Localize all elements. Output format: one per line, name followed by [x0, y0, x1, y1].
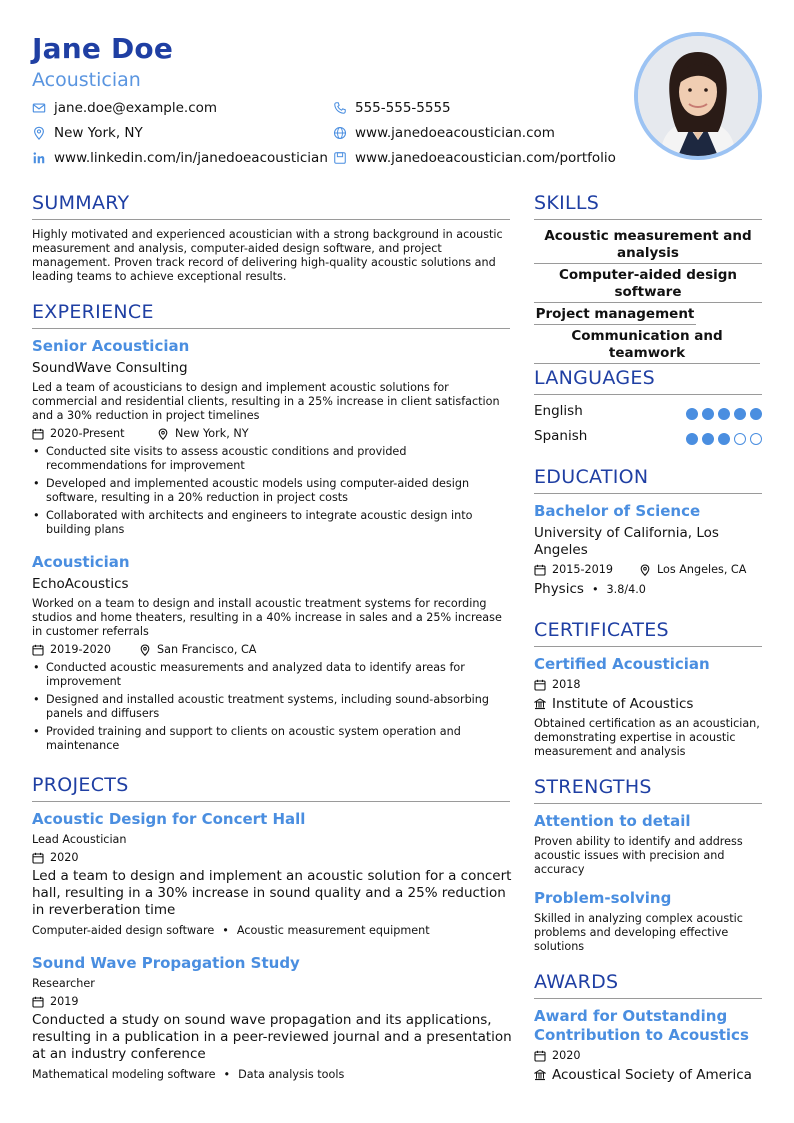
job-bullet: • Conducted site visits to assess acoustic conditions and provided recommendations for improvement: [32, 445, 510, 473]
institution-icon: [534, 1069, 546, 1081]
certificates-divider: [534, 646, 762, 647]
calendar-icon: [32, 644, 44, 656]
contact-location: [32, 125, 143, 141]
project-year-text: 2019: [50, 995, 79, 1008]
website-text: www.janedoeacoustician.com: [355, 125, 555, 141]
education-field-gpa: [534, 581, 646, 597]
education-location-text: Los Angeles, CA: [657, 563, 747, 576]
avatar: [638, 36, 758, 156]
certificate-year-text: 2018: [552, 678, 581, 691]
language-level: [686, 408, 762, 420]
portfolio-text: www.janedoeacoustician.com/portfolio: [355, 150, 616, 166]
profile-photo: [634, 32, 762, 160]
projects-heading: PROJECTS: [32, 774, 129, 796]
level-dot: [686, 408, 698, 420]
job-company: EchoAcoustics: [32, 576, 129, 592]
skills-heading: SKILLS: [534, 192, 600, 214]
project-title: Sound Wave Propagation Study: [32, 954, 300, 972]
link-icon: [333, 151, 347, 165]
job-title: Acoustician: [32, 553, 130, 571]
strengths-heading: STRENGTHS: [534, 776, 652, 798]
project-year-text: 2020: [50, 851, 79, 864]
strengths-divider: [534, 803, 762, 804]
contact-linkedin[interactable]: [32, 150, 328, 166]
phone-icon: [333, 101, 347, 115]
experience-divider: [32, 328, 510, 329]
certificates-heading: CERTIFICATES: [534, 619, 669, 641]
calendar-icon: [534, 679, 546, 691]
job-dates: [32, 643, 111, 656]
level-dot: [702, 433, 714, 445]
level-dot: [718, 433, 730, 445]
level-dot: [750, 408, 762, 420]
project-description: Led a team to design and implement an acoustic solution for a concert hall, resulting in a 30% increase in sound quality and a 25% reduction in reverberation time: [32, 868, 512, 918]
award-year-text: 2020: [552, 1049, 581, 1062]
job-bullet: • Conducted acoustic measurements and analyzed data to identify areas for improvement: [32, 661, 510, 689]
job-bullet: • Provided training and support to clients on acoustic system operation and maintenance: [32, 725, 510, 753]
contact-website[interactable]: [333, 125, 555, 141]
mail-icon: [32, 101, 46, 115]
certificate-issuer: [534, 696, 693, 712]
contact-portfolio[interactable]: [333, 150, 616, 166]
award-year: [534, 1049, 580, 1062]
project-tag: Acoustic measurement equipment: [236, 924, 430, 937]
award-issuer: [534, 1067, 752, 1083]
job-bullet: • Developed and implemented acoustic models using computer-aided design software, resulting in a 20% reduction in project costs: [32, 477, 510, 505]
location-icon: [157, 428, 169, 440]
project-year: [32, 851, 78, 864]
strength-description: Proven ability to identify and address acoustic issues with precision and accuracy: [534, 835, 743, 876]
calendar-icon: [534, 564, 546, 576]
field-of-study: Physics: [534, 581, 584, 597]
certificate-description: Obtained certification as an acoustician, demonstrating expertise in acoustic measurement and analysis: [534, 717, 760, 758]
job-title: Senior Acoustician: [32, 337, 190, 355]
skill-item: Computer-aided design software: [534, 267, 762, 303]
summary-heading: SUMMARY: [32, 192, 130, 214]
certificate-issuer-text: Institute of Acoustics: [552, 696, 694, 712]
job-location: [157, 427, 249, 440]
calendar-icon: [32, 428, 44, 440]
level-dot: [702, 408, 714, 420]
awards-divider: [534, 998, 762, 999]
project-tag: Computer-aided design software: [32, 924, 215, 937]
project-tag: Mathematical modeling software: [32, 1068, 216, 1081]
language-name: English: [534, 403, 583, 419]
job-location: [139, 643, 256, 656]
awards-heading: AWARDS: [534, 971, 619, 993]
education-divider: [534, 493, 762, 494]
linkedin-icon: [32, 151, 46, 165]
certificate-year: [534, 678, 580, 691]
language-name: Spanish: [534, 428, 588, 444]
calendar-icon: [32, 852, 44, 864]
level-dot: [686, 433, 698, 445]
education-dates: [534, 563, 613, 576]
contact-email[interactable]: [32, 100, 217, 116]
summary-text: Highly motivated and experienced acoustician with a strong background in acoustic measurement and analysis, computer-aided design software, and project management. Proven track record of delivering high-quality acoustic solutions and leading teams to achieve exceptional results.: [32, 228, 503, 283]
experience-heading: EXPERIENCE: [32, 301, 154, 323]
field-separator: •: [591, 582, 599, 596]
level-dot: [718, 408, 730, 420]
project-title: Acoustic Design for Concert Hall: [32, 810, 306, 828]
job-description: Worked on a team to design and install acoustic treatment systems for recording studios and home theaters, resulting in a 40% increase in sales and a 25% increase in customer referrals: [32, 597, 502, 638]
languages-divider: [534, 394, 762, 395]
school: University of California, Los Angeles: [534, 525, 719, 558]
project-tags: [32, 1068, 344, 1081]
project-description: Conducted a study on sound wave propagation and its applications, resulting in a publication in a peer-reviewed journal and a presentation at an industry conference: [32, 1012, 512, 1062]
gpa: 3.8/4.0: [606, 582, 646, 596]
strength-title: Attention to detail: [534, 812, 691, 830]
project-tag: Data analysis tools: [238, 1068, 345, 1081]
project-role: Researcher: [32, 977, 95, 990]
job-company: SoundWave Consulting: [32, 360, 188, 376]
skills-divider: [534, 219, 762, 220]
education-location: [639, 563, 746, 576]
job-dates-text: 2020-Present: [50, 427, 125, 440]
job-bullet: • Designed and installed acoustic treatment systems, including sound-absorbing panels and diffusers: [32, 693, 510, 721]
level-dot: [750, 433, 762, 445]
tag-separator: •: [223, 1068, 231, 1081]
email-text: jane.doe@example.com: [54, 100, 218, 116]
candidate-role: Acoustician: [32, 69, 141, 91]
award-name: Award for Outstanding Contribution to Acoustics: [534, 1007, 749, 1044]
tag-separator: •: [222, 924, 229, 937]
institution-icon: [534, 698, 546, 710]
location-text: New York, NY: [54, 125, 143, 141]
contact-phone[interactable]: [333, 100, 451, 116]
globe-icon: [333, 126, 347, 140]
calendar-icon: [534, 1050, 546, 1062]
location-icon: [639, 564, 651, 576]
summary-divider: [32, 219, 510, 220]
languages-heading: LANGUAGES: [534, 367, 656, 389]
degree: Bachelor of Science: [534, 502, 701, 520]
skill-item: Project management: [534, 306, 696, 325]
location-icon: [139, 644, 151, 656]
skill-item: Communication and teamwork: [534, 328, 760, 364]
project-year: [32, 995, 78, 1008]
phone-text: 555-555-5555: [355, 100, 451, 116]
strength-title: Problem-solving: [534, 889, 672, 907]
candidate-name: Jane Doe: [32, 32, 174, 65]
education-heading: EDUCATION: [534, 466, 649, 488]
project-role: Lead Acoustician: [32, 833, 127, 846]
linkedin-text: www.linkedin.com/in/janedoeacoustician: [54, 150, 328, 166]
education-dates-text: 2015-2019: [552, 563, 613, 576]
projects-divider: [32, 801, 510, 802]
award-issuer-text: Acoustical Society of America: [552, 1067, 752, 1083]
job-description: Led a team of acousticians to design and implement acoustic solutions for commercial and residential clients, resulting in a 25% increase in client satisfaction and a 30% reduction in project timelines: [32, 381, 500, 422]
level-dot: [734, 433, 746, 445]
job-dates: [32, 427, 124, 440]
skill-item: Acoustic measurement and analysis: [534, 228, 762, 264]
job-dates-text: 2019-2020: [50, 643, 111, 656]
calendar-icon: [32, 996, 44, 1008]
job-location-text: New York, NY: [175, 427, 249, 440]
language-level: [686, 433, 762, 445]
job-bullet: • Collaborated with architects and engineers to integrate acoustic design into building plans: [32, 509, 510, 537]
level-dot: [734, 408, 746, 420]
location-icon: [32, 126, 46, 140]
project-tags: [32, 924, 430, 937]
strength-description: Skilled in analyzing complex acoustic problems and developing effective solutions: [534, 912, 743, 953]
certificate-name: Certified Acoustician: [534, 655, 710, 673]
job-location-text: San Francisco, CA: [157, 643, 257, 656]
